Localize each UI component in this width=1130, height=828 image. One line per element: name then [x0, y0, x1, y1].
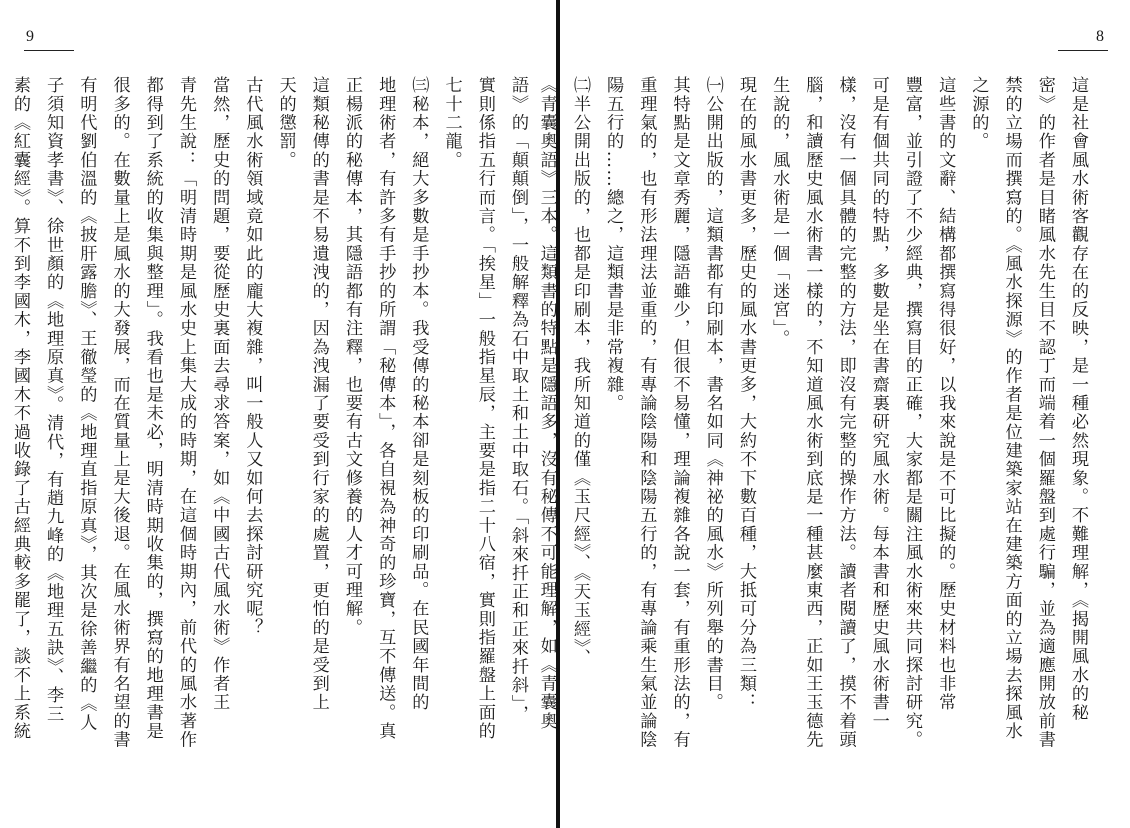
- text-line: 天的懲罰。: [275, 76, 296, 170]
- header-rule: [24, 50, 74, 51]
- body-text: [530, 76, 1094, 801]
- text-line: 古代風水術領域竟如此的龐大複雜，叫一般人又如何去探討研究呢？: [242, 76, 263, 637]
- page-number: 9: [26, 28, 34, 45]
- text-line: 有明代劉伯溫的《披肝露膽》、王徹瑩的《地理直指原真》，其次是徐善繼的《人: [76, 76, 97, 732]
- text-line: 這類秘傳的書是不易遺洩的，因為洩漏了要受到行家的處置，更怕的是受到上: [308, 76, 329, 712]
- text-line: 地理術者，有許多有手抄的所謂「秘傳本」，各自視為神奇的珍寶，互不傳送。真: [375, 76, 396, 741]
- text-line: 這是社會風水術客觀存在的反映，是一種必然現象。不難理解，《揭開風水的秘: [1068, 76, 1088, 722]
- text-line: 青先生說：「明清時期是風水史上集大成的時期，在這個時期內，前代的風水著作: [175, 76, 196, 750]
- text-line: 密》的作者是目睹風水先生目不認丁而端着一個羅盤到處行騙，並為適應開放前書: [1034, 76, 1055, 750]
- text-line: 腦，和讀歷史風水術書一樣的，不知道風水術到底是一種甚麼東西，正如王玉德先: [802, 76, 823, 750]
- text-line: 現在的風水書更多，歷史的風水書更多，大約不下數百種，大抵可分為三類：: [735, 76, 756, 712]
- page-number: 8: [1096, 28, 1104, 45]
- text-line: 當然，歷史的問題，要從歷史裏面去尋求答案，如《中國古代風水術》作者王: [209, 76, 230, 712]
- text-line: 實則係指五行而言。「挨星」一般指星辰，主要是指二十八宿，實則指羅盤上面的: [474, 76, 495, 741]
- text-line: ㈡半公開出版的，也都是印刷本，我所知道的僅《玉尺經》、《天玉經》、: [569, 76, 590, 668]
- header-rule: [1058, 50, 1108, 51]
- text-line: 生說的，風水術是一個「迷宮」。: [769, 76, 790, 348]
- text-line: 之源的。: [968, 76, 989, 151]
- text-line: 其特點是文章秀麗，隱語雖少，但很不易懂，理論複雜各說一套，有重形法的，有: [669, 76, 690, 750]
- left-page: [0, 0, 556, 828]
- text-line: 禁的立場而撰寫的。《風水探源》的作者是位建築家站在建築方面的立場去探風水: [1001, 76, 1022, 741]
- text-line: 陽五行的……總之，這類書是非常複雜。: [603, 76, 624, 413]
- text-line: 豐富，並引證了不少經典，撰寫目的正確，大家都是關注風水術來共同探討研究。: [901, 76, 922, 750]
- text-line: ㈢秘本，絕大多數是手抄本。我受傳的秘本卻是刻板的印刷品。在民國年間的: [408, 76, 429, 712]
- text-line: 《青囊奧語》三本。這類書的特點是隱語多，沒有秘傳不可能理解，如《青囊奧: [536, 76, 557, 731]
- body-text: [0, 76, 534, 801]
- text-line: 很多的。在數量上是風水的大發展，而在質量上是大後退。在風水術界有名望的書: [109, 76, 130, 750]
- text-line: 重理氣的，也有形法理法並重的，有專論陰陽和陰陽五行的，有專論乘生氣並論陰: [636, 76, 657, 750]
- text-line: 正楊派的秘傳本，其隱語都有注釋，也要有古文修養的人才可理解。: [341, 76, 362, 637]
- text-line: 七十二龍。: [441, 76, 462, 170]
- right-page: [536, 0, 1130, 828]
- text-line: 這些書的文辭、結構都撰寫得很好，以我來說是不可比擬的。歷史材料也非常: [935, 76, 956, 712]
- text-line: 子須知資孝書》、徐世顏的《地理原真》。清代，有趙九峰的《地理五訣》、李三: [43, 76, 64, 724]
- text-line: 可是有個共同的特點，多數是坐在書齋裏研究風水術。每本書和歷史風水術書一: [868, 76, 889, 731]
- text-line: 語》的「顛顛倒」，一般解釋為石中取土和土中取石。「斜來扦正和正來扦斜」，: [508, 76, 528, 724]
- text-line: ㈠公開出版的，這類書都有印刷本，書名如同《神祕的風水》所列舉的書目。: [702, 76, 723, 712]
- text-line: 都得到了系統的收集與整理」。我看也是未必，明清時期收集的，撰寫的地理書是: [142, 76, 163, 741]
- text-line: 素的《紅囊經》。算不到李國木，李國木不過收錄了古經典較多罷了，談不上系統: [9, 76, 30, 741]
- text-line: 樣，沒有一個具體的完整的方法，即沒有完整的操作方法。讀者閱讀了，摸不着頭: [835, 76, 856, 750]
